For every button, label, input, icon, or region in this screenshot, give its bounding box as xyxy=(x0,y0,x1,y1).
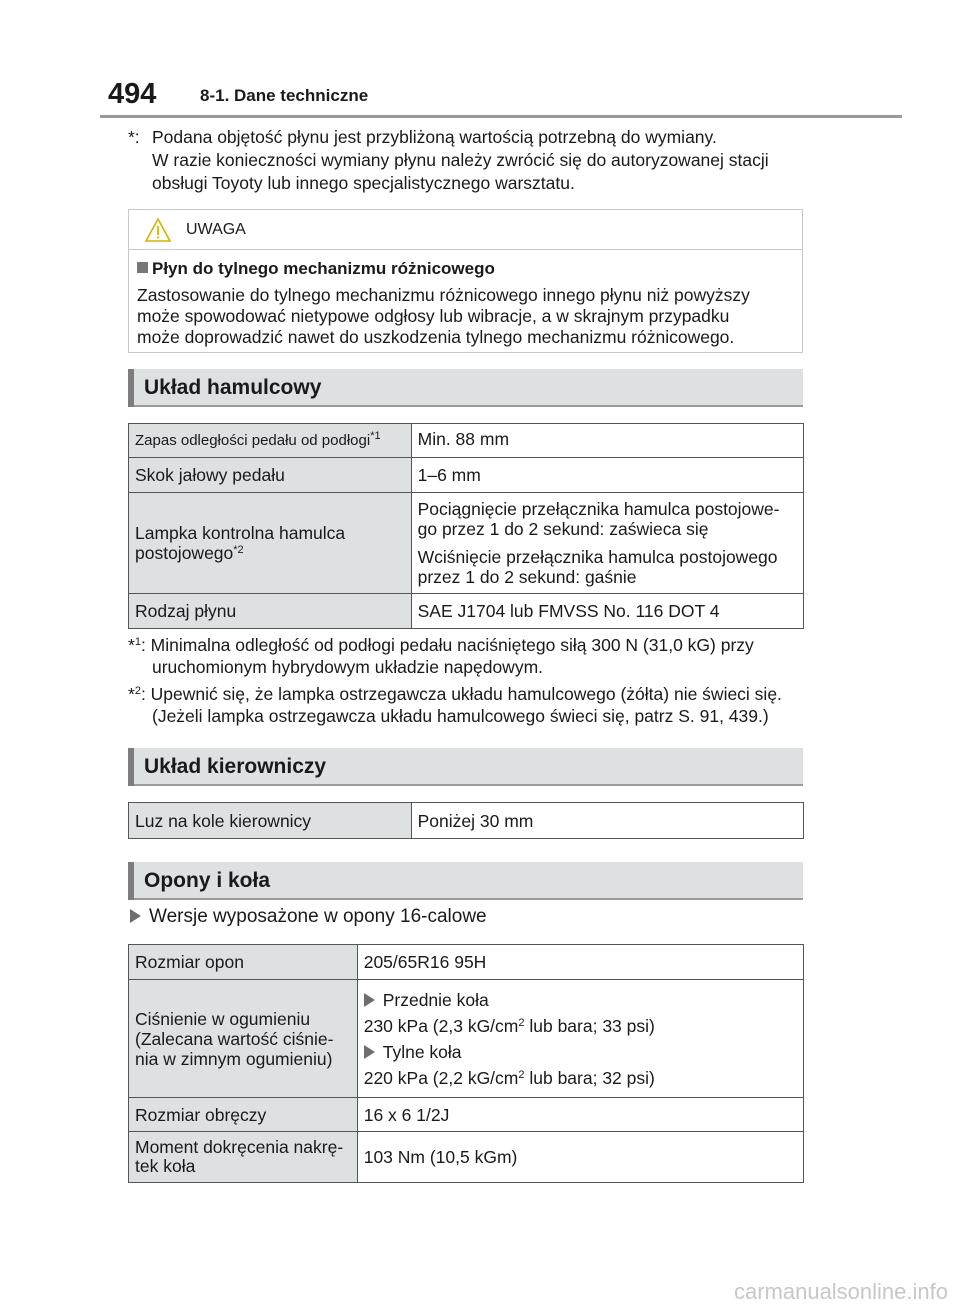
table-value: 205/65R16 95H xyxy=(357,945,803,980)
page-number: 494 xyxy=(108,78,157,110)
section-heading-text: Układ kierowniczy xyxy=(144,755,327,778)
tires-table xyxy=(128,944,804,1183)
warning-subtitle: Płyn do tylnego mechanizmu różnicowego xyxy=(137,258,802,280)
footnote-line: W razie konieczności wymiany płynu należy zwrócić się do autoryzowanej stacji xyxy=(152,150,769,170)
table-value: 103 Nm (10,5 kGm) xyxy=(357,1132,803,1183)
section-heading-steering xyxy=(128,748,803,786)
table-key: Ciśnienie w ogumieniu (Zalecana wartość ciśnie- nia w zimnym ogumieniu) xyxy=(129,980,358,1098)
arrow-right-icon xyxy=(364,993,375,1007)
steering-table xyxy=(128,802,804,839)
brakes-table xyxy=(128,423,804,629)
table-row xyxy=(129,458,804,493)
footnote: *$^2$: Upewnić się, że lampka ostrzegawcza układu hamulcowego (żółta) nie świeci się. xyxy=(128,684,782,704)
table-row xyxy=(129,594,804,629)
table-value: Poniżej 30 mm xyxy=(411,803,803,839)
footnote: *$^1$: Minimalna odległość od podłogi pedału naciśniętego siłą 300 N (31,0 kG) przy xyxy=(128,635,754,655)
table-value: Pociągnięcie przełącznika hamulca postojowe- go przez 1 do 2 sekund: zaświeca się Wciśnięcie przełącznika hamulca postojowego przez 1 do 2 sekund: gaśnie xyxy=(411,493,803,594)
warning-text: Zastosowanie do tylnego mechanizmu różnicowego innego płynu niż powyższy może spowodować nietypowe odgłosy lub wibracje, a w skrajnym przypadku może doprowadzić nawet do uszkodzenia tylnego mechanizmu różnicowego. xyxy=(137,285,750,347)
table-key: Rodzaj płynu xyxy=(129,594,412,629)
table-row xyxy=(129,493,804,594)
table-row xyxy=(129,1098,804,1132)
table-row xyxy=(129,945,804,980)
volume-footnote xyxy=(128,126,808,195)
table-key: Lampka kontrolna hamulca postojowego$^{*2}$ xyxy=(129,493,412,594)
variant-label: Wersje wyposażone w opony 16-calowe xyxy=(130,906,487,928)
table-row xyxy=(129,803,804,839)
section-heading-text: Opony i koła xyxy=(144,869,271,892)
footnote-line: obsługi Toyoty lub innego specjalistycznego warsztatu. xyxy=(152,173,575,193)
arrow-right-icon xyxy=(130,909,141,923)
section-title: 8-1. Dane techniczne xyxy=(200,86,369,105)
warning-title: UWAGA xyxy=(186,221,246,238)
table-key: Rozmiar opon xyxy=(129,945,358,980)
table-key: Moment dokręcenia nakrę- tek koła xyxy=(129,1132,358,1183)
section-heading-brakes xyxy=(128,369,803,407)
footnote-continuation: uruchomionym hybrydowym układzie napędowym. xyxy=(152,657,544,677)
brakes-notes xyxy=(128,634,808,727)
section-heading-text: Układ hamulcowy xyxy=(144,376,322,399)
warning-box xyxy=(128,209,803,353)
square-bullet-icon xyxy=(137,262,148,273)
warning-body xyxy=(129,250,802,348)
table-key: Skok jałowy pedału xyxy=(129,458,412,493)
warning-header xyxy=(129,210,802,250)
table-value: 1–6 mm xyxy=(411,458,803,493)
footnote-mark: *: xyxy=(128,127,140,147)
section-heading-tires xyxy=(128,862,803,900)
table-row xyxy=(129,980,804,1098)
footnote-line: Podana objętość płynu jest przybliżoną wartością potrzebną do wymiany. xyxy=(152,127,717,147)
table-row xyxy=(129,424,804,458)
table-value: SAE J1704 lub FMVSS No. 116 DOT 4 xyxy=(411,594,803,629)
table-value: 16 x 6 1/2J xyxy=(357,1098,803,1132)
table-key: Rozmiar obręczy xyxy=(129,1098,358,1132)
footnote-continuation: (Jeżeli lampka ostrzegawcza układu hamulcowego świeci się, patrz S. 91, 439.) xyxy=(152,706,769,726)
table-key: Luz na kole kierownicy xyxy=(129,803,412,839)
warning-triangle-icon xyxy=(144,217,172,243)
table-row xyxy=(129,1132,804,1183)
watermark: carmanualsonline.info xyxy=(733,1279,948,1304)
table-value: Min. 88 mm xyxy=(411,424,803,458)
arrow-right-icon xyxy=(364,1045,375,1059)
page-header xyxy=(100,78,902,118)
table-value: Przednie koła 230 kPa (2,3 $kG/cm^2$ lub bara; 33 psi) Tylne koła 220 kPa (2,2 $kG/cm^2$ lub bara; 32 psi) xyxy=(357,980,803,1098)
table-key: Zapas odległości pedału od podłogi$^{*1}$ xyxy=(129,424,412,458)
